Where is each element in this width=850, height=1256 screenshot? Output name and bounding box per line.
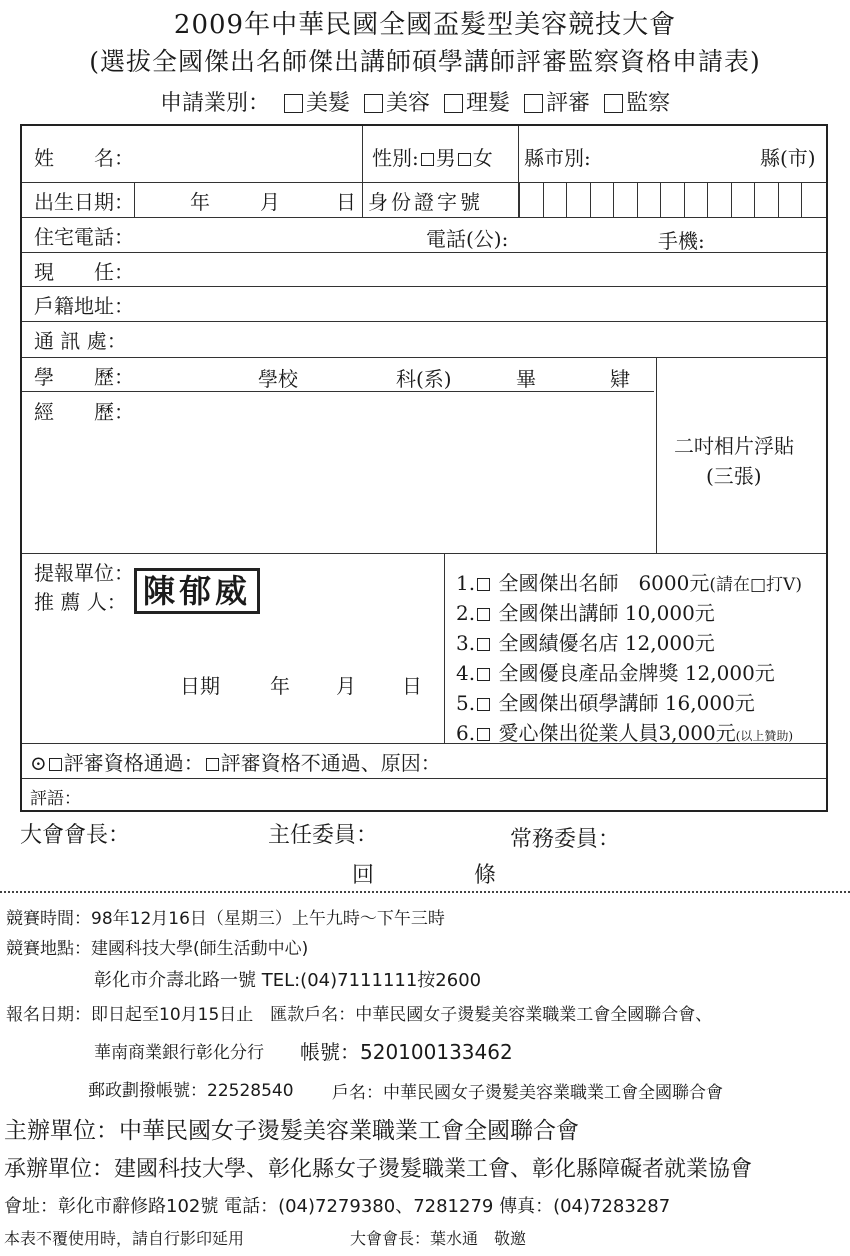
office-phone-label: 電話(公): xyxy=(426,227,509,251)
name-label: 姓 名： xyxy=(34,146,134,170)
president-signature: 大會會長： xyxy=(20,823,131,848)
photo-count: (三張) xyxy=(706,464,762,488)
bank-account: 帳號：520100133462 xyxy=(300,1040,513,1064)
category-label: 申請業別： xyxy=(160,91,271,116)
photo-instruction: 二吋相片浮貼 xyxy=(674,434,794,458)
category-option-beauty[interactable]: 美容 xyxy=(364,86,430,117)
date-month: 月 xyxy=(336,674,356,698)
date-label: 日期 xyxy=(180,674,220,698)
checkbox[interactable] xyxy=(477,728,490,741)
checkbox[interactable] xyxy=(477,668,490,681)
checkbox[interactable] xyxy=(477,698,490,711)
application-form xyxy=(20,124,828,812)
co-organizer: 承辦單位：建國科技大學、彰化縣女子燙髮職業工會、彰化縣障礙者就業協會 xyxy=(4,1157,753,1182)
home-phone-label: 住宅電話： xyxy=(34,225,134,249)
county-suffix: 縣(市) xyxy=(760,146,816,170)
comment-label: 評語： xyxy=(30,789,81,809)
mobile-label: 手機: xyxy=(658,229,705,253)
checkbox[interactable] xyxy=(604,94,623,113)
birth-year: 年 xyxy=(190,190,210,214)
id-label: 身份證字號 xyxy=(368,190,483,214)
footer-invitation: 大會會長：葉水通 敬邀 xyxy=(350,1229,527,1248)
checkbox[interactable] xyxy=(477,638,490,651)
checkbox[interactable] xyxy=(421,153,434,166)
competition-place: 競賽地點：建國科技大學(師生活動中心) xyxy=(6,939,309,959)
fee-option-1[interactable]: 1. 全國傑出名師 6000元(請在□打V) xyxy=(456,571,802,595)
receipt-title-a: 回 xyxy=(352,863,375,888)
date-year: 年 xyxy=(270,674,290,698)
birth-day: 日 xyxy=(336,190,356,214)
circle-icon: ⊙ xyxy=(30,751,47,775)
category-option-judge[interactable]: 評審 xyxy=(524,86,590,117)
receipt-title-b: 條 xyxy=(474,863,497,888)
checkbox[interactable] xyxy=(206,758,219,771)
organizer: 主辦單位：中華民國女子燙髮美容業職業工會全國聯合會 xyxy=(4,1118,579,1144)
standing-member-signature: 常務委員： xyxy=(510,827,621,852)
bank-name: 華南商業銀行彰化分行 xyxy=(94,1043,264,1063)
graduated-label: 畢 xyxy=(516,367,536,391)
checkbox[interactable] xyxy=(284,94,303,113)
review-row[interactable] xyxy=(30,747,441,776)
postal-account: 郵政劃撥帳號：22528540 xyxy=(88,1081,294,1101)
review-fail-label: 評審資格不通過、原因： xyxy=(220,751,441,775)
form-subtitle: (選拔全國傑出名師傑出講師碩學講師評審監察資格申請表) xyxy=(89,47,761,76)
chair-signature: 主任委員： xyxy=(268,823,379,848)
review-pass-label: 評審資格通過： xyxy=(63,751,204,775)
postal-account-name: 戶名：中華民國女子燙髮美容業職業工會全國聯合會 xyxy=(332,1083,723,1103)
category-option-barber[interactable]: 理髮 xyxy=(444,86,510,117)
date-day: 日 xyxy=(402,674,422,698)
fee-option-6[interactable]: 6. 愛心傑出從業人員3,000元(以上贊助) xyxy=(456,721,794,745)
experience-label: 經 歷： xyxy=(34,400,134,424)
footer-note: 本表不覆使用時，請自行影印延用 xyxy=(4,1229,245,1248)
registration-info: 報名日期：即日起至10月15日止 匯款戶名：中華民國女子燙髮美容業職業工會全國聯合會、 xyxy=(6,1005,713,1025)
category-option-supervisor[interactable]: 監察 xyxy=(604,86,670,117)
checkbox[interactable] xyxy=(444,94,463,113)
gender-field[interactable]: 性別: 男 女 xyxy=(372,146,493,170)
fee-option-4[interactable]: 4. 全國優良產品金牌獎 12,000元 xyxy=(456,661,775,685)
fee-option-2[interactable]: 2. 全國傑出講師 10,000元 xyxy=(456,601,715,625)
category-row xyxy=(160,86,670,117)
birth-month: 月 xyxy=(260,190,280,214)
category-option-hair[interactable]: 美髮 xyxy=(284,86,350,117)
current-position-label: 現 任： xyxy=(34,260,134,284)
checkbox[interactable] xyxy=(458,153,471,166)
recommender-stamp: 陳郁威 xyxy=(134,568,260,614)
county-label: 縣市別: xyxy=(524,146,591,170)
recommender-label: 推 薦 人： xyxy=(34,590,127,614)
mailing-address-label: 通 訊 處： xyxy=(34,329,127,353)
checkbox[interactable] xyxy=(477,608,490,621)
checkbox[interactable] xyxy=(477,578,490,591)
id-number-boxes[interactable] xyxy=(519,183,825,217)
fee-option-3[interactable]: 3. 全國績優名店 12,000元 xyxy=(456,631,715,655)
department-label: 科(系) xyxy=(396,367,452,391)
dropped-label: 肄 xyxy=(610,367,630,391)
checkbox[interactable] xyxy=(524,94,543,113)
household-address-label: 戶籍地址： xyxy=(34,294,134,318)
education-label: 學 歷： xyxy=(34,365,134,389)
competition-address: 彰化市介壽北路一號 TEL:(04)7111111按2600 xyxy=(94,970,482,991)
school-label: 學校 xyxy=(258,367,298,391)
form-title: 2009年中華民國全國盃髮型美容競技大會 xyxy=(173,10,677,40)
birth-label: 出生日期： xyxy=(34,190,134,214)
checkbox[interactable] xyxy=(364,94,383,113)
checkbox[interactable] xyxy=(49,758,62,771)
reporting-unit-label: 提報單位： xyxy=(34,561,134,585)
office-address: 會址：彰化市辭修路102號 電話：(04)7279380、7281279 傳真：(04)7283287 xyxy=(4,1196,671,1217)
fee-option-5[interactable]: 5. 全國傑出碩學講師 16,000元 xyxy=(456,691,755,715)
competition-time: 競賽時間：98年12月16日（星期三）上午九時～下午三時 xyxy=(6,909,445,929)
cut-line xyxy=(0,891,850,893)
